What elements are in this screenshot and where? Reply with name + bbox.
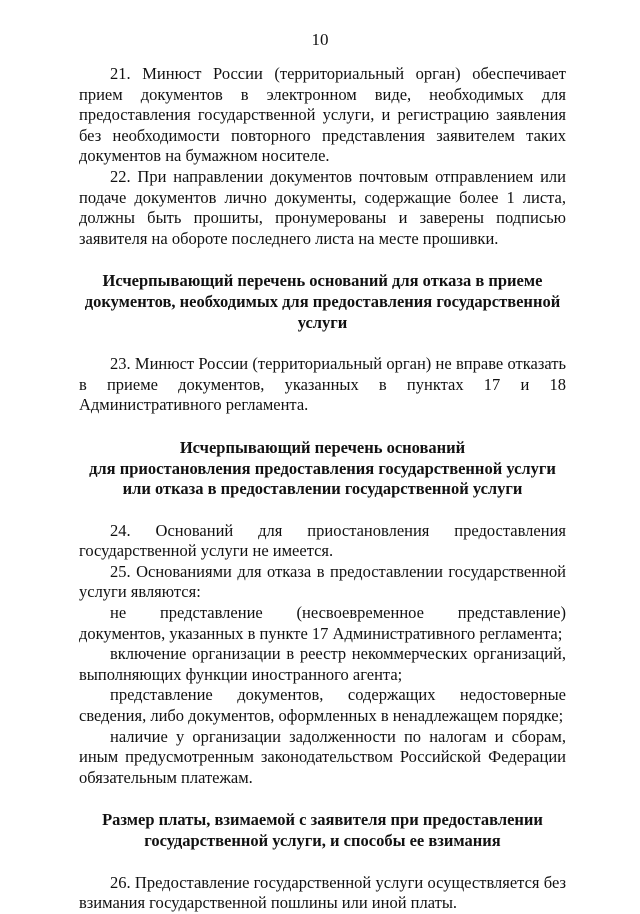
heading-line: документов, необходимых для предоставления государственной услуги: [84, 291, 561, 332]
heading-line: для приостановления предоставления государственной услуги: [89, 458, 556, 478]
document-body: [79, 64, 566, 914]
section-heading-suspension-refusal: [79, 438, 566, 500]
heading-line: Исчерпывающий перечень оснований: [179, 437, 466, 457]
paragraph-25-item: наличие у организации задолженности по налогам и сборам, иным предусмотренным законодательством Российской Федерации обязательным платежам.: [79, 726, 566, 787]
paragraph-24: 24. Оснований для приостановления предоставления государственной услуги не имеется.: [79, 520, 566, 561]
paragraph-25: 25. Основаниями для отказа в предоставлении государственной услуги являются:: [79, 561, 566, 602]
heading-line: Размер платы, взимаемой с заявителя при предоставлении: [102, 810, 543, 830]
section-heading-refusal-acceptance: [79, 271, 566, 333]
heading-line: Исчерпывающий перечень оснований для отказа в приеме: [102, 271, 543, 291]
paragraph-25-item: включение организации в реестр некоммерческих организаций, выполняющих функции иностранного агента;: [79, 644, 566, 684]
paragraph-22: 22. При направлении документов почтовым отправлением или подаче документов лично документы, содержащие более 1 листа, должны быть прошиты, пронумерованы и заверены подписью заявителя на обороте последнего листа на месте прошивки.: [79, 166, 566, 248]
section-heading-fee: [79, 810, 566, 851]
paragraph-26: 26. Предоставление государственной услуги осуществляется без взимания государственной пошлины или иной платы.: [79, 872, 566, 913]
heading-line: государственной услуги, и способы ее взимания: [144, 831, 501, 850]
paragraph-21: 21. Минюст России (территориальный орган) обеспечивает прием документов в электронном виде, необходимых для предоставления государственной услуги, и регистрацию заявления без необходимости повторного представления заявителем таких документов на бумажном носителе.: [79, 64, 566, 166]
paragraph-23: 23. Минюст России (территориальный орган) не вправе отказать в приеме документов, указанных в пунктах 17 и 18 Административного регламента.: [79, 354, 566, 415]
paragraph-25-item: представление документов, содержащих недостоверные сведения, либо документов, оформленных в ненадлежащем порядке;: [79, 685, 566, 726]
heading-line: или отказа в предоставлении государственной услуги: [122, 479, 523, 499]
paragraph-25-item: не представление (несвоевременное представление) документов, указанных в пункте 17 Административного регламента;: [79, 603, 566, 643]
page-number: 10: [311, 30, 329, 49]
